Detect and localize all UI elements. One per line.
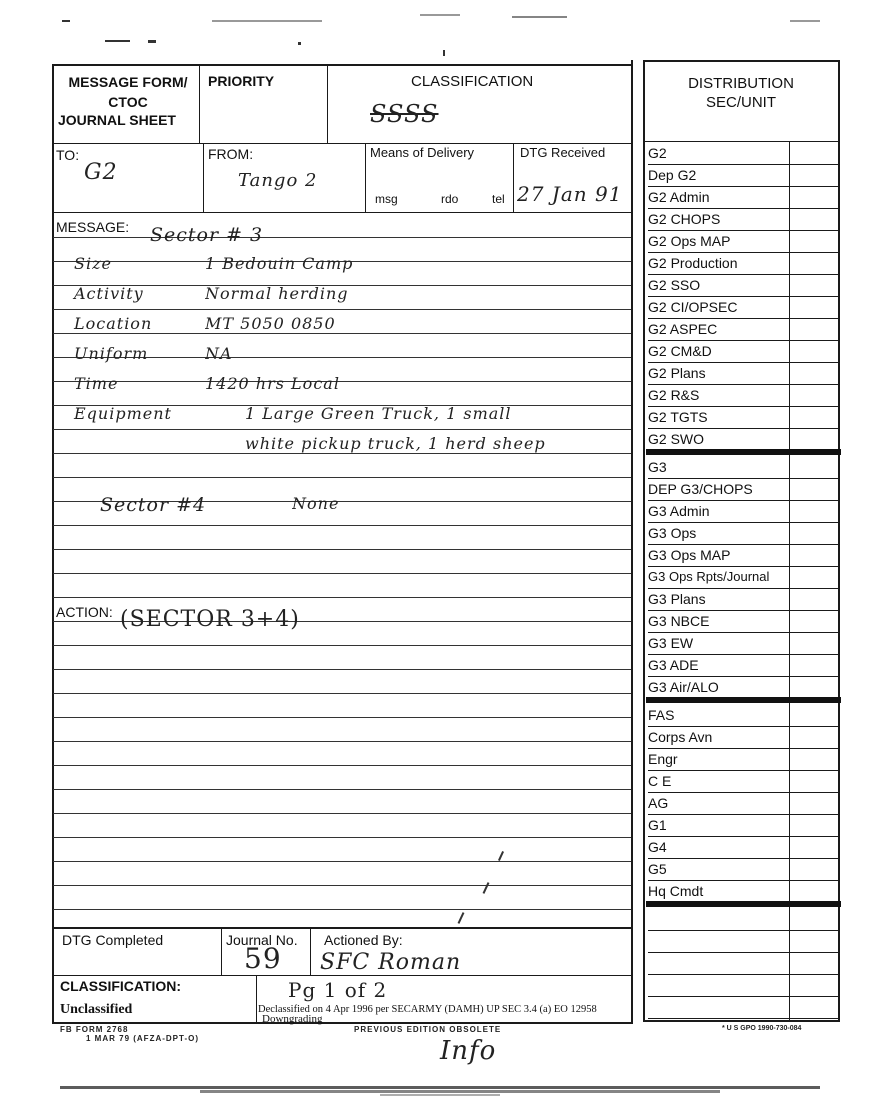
header-divider	[199, 64, 200, 144]
ruled-line	[53, 765, 631, 766]
action-label: ACTION:	[56, 604, 113, 620]
distribution-row-label: Corps Avn	[648, 729, 713, 745]
message-field-key: Sector #4	[100, 494, 207, 516]
distribution-row-label: Hq Cmdt	[648, 883, 704, 899]
distribution-row-label: G2 Plans	[648, 365, 706, 381]
page-count: Pg 1 of 2	[288, 978, 388, 1002]
journal-no-value: 59	[244, 942, 282, 975]
dist-border-top	[643, 60, 839, 62]
stray-mark	[483, 882, 490, 894]
means-option-msg: msg	[375, 192, 398, 206]
form-title-line: MESSAGE FORM/	[68, 74, 188, 90]
scan-mark	[298, 42, 301, 45]
dist-border-right	[838, 60, 840, 1022]
ruled-line	[53, 693, 631, 694]
distribution-row[interactable]	[648, 792, 838, 815]
message-field-key: Time	[74, 374, 119, 393]
distribution-row-label: G3 Ops Rpts/Journal	[648, 569, 770, 584]
ruled-line	[53, 429, 631, 430]
ruled-line	[53, 237, 631, 238]
distribution-row-label: G2 Production	[648, 255, 738, 271]
ruled-line	[53, 453, 631, 454]
distribution-row-label: G2 SSO	[648, 277, 701, 293]
distribution-row[interactable]	[648, 208, 838, 231]
dist-border-left	[643, 60, 645, 1022]
ruled-line	[53, 333, 631, 334]
dtg-received-label: DTG Received	[520, 145, 606, 160]
message-label: MESSAGE:	[56, 219, 130, 235]
actioned-by-label: Actioned By:	[324, 932, 403, 948]
ruled-line	[53, 813, 631, 814]
footer-divider	[52, 927, 632, 929]
ruled-line	[53, 861, 631, 862]
distribution-row[interactable]	[648, 814, 838, 837]
distribution-row-label: G2 TGTS	[648, 409, 708, 425]
message-field-key: Activity	[74, 284, 144, 303]
ruled-line	[53, 645, 631, 646]
distribution-row-label: G5	[648, 861, 667, 877]
distribution-row-label: G3 ADE	[648, 657, 699, 673]
ruled-line	[53, 669, 631, 670]
scan-mark	[790, 20, 820, 22]
distribution-row[interactable]	[648, 654, 838, 677]
row-divider	[52, 212, 632, 213]
classification-label: CLASSIFICATION	[411, 73, 534, 90]
distribution-row-label: G2 ASPEC	[648, 321, 718, 337]
distribution-row-label: G2 SWO	[648, 431, 705, 447]
distribution-row-label: G2	[648, 145, 667, 161]
journal-no-label: Journal No.	[226, 932, 298, 948]
to-value: G2	[84, 160, 118, 185]
ruled-line	[53, 789, 631, 790]
previous-edition: PREVIOUS EDITION OBSOLETE	[354, 1025, 502, 1034]
distribution-row[interactable]	[648, 858, 838, 881]
distribution-row-label: G3 Ops	[648, 525, 697, 541]
means-of-delivery-label: Means of Delivery	[370, 145, 475, 160]
distribution-label	[646, 74, 836, 112]
distribution-row[interactable]	[648, 880, 838, 903]
form-title-line: JOURNAL SHEET	[58, 112, 176, 128]
distribution-row[interactable]	[648, 428, 838, 451]
scan-mark	[512, 16, 567, 18]
distribution-row[interactable]	[648, 164, 838, 187]
distribution-group-divider	[646, 697, 841, 703]
footer-divider	[221, 928, 222, 976]
ruled-line	[53, 477, 631, 478]
footer-divider	[52, 975, 632, 976]
scan-smear	[200, 1090, 720, 1093]
distribution-row[interactable]	[648, 362, 838, 385]
classification-footer-value: Unclassified	[60, 1002, 133, 1017]
message-field-value: 1 Large Green Truck, 1 small	[245, 404, 512, 423]
distribution-row-blank[interactable]	[648, 952, 838, 975]
distribution-row-label: G3	[648, 459, 667, 475]
ruled-line	[53, 525, 631, 526]
footer-divider	[256, 976, 257, 1023]
distribution-label-line: SEC/UNIT	[705, 94, 776, 111]
action-value: (SECTOR 3+4)	[120, 607, 300, 632]
form-title	[60, 72, 196, 112]
downgrading-label: Downgrading	[262, 1013, 323, 1025]
distribution-row[interactable]	[648, 296, 838, 319]
message-heading: Sector # 3	[150, 224, 264, 246]
form-date: 1 MAR 79 (AFZA-DPT-O)	[86, 1034, 199, 1043]
ruled-line	[53, 717, 631, 718]
scan-mark	[443, 50, 445, 56]
distribution-row-label: Engr	[648, 751, 678, 767]
footer-divider	[310, 928, 311, 976]
distribution-row[interactable]	[648, 610, 838, 633]
scan-mark	[420, 14, 460, 16]
distribution-row[interactable]	[648, 478, 838, 501]
info-note: Info	[440, 1036, 497, 1066]
distribution-row[interactable]	[648, 522, 838, 545]
distribution-row-label: C E	[648, 773, 672, 789]
form-number: FB FORM 2768	[60, 1025, 129, 1034]
distribution-row[interactable]	[648, 588, 838, 611]
message-field-value: white pickup truck, 1 herd sheep	[245, 434, 546, 453]
distribution-row[interactable]	[648, 406, 838, 429]
ruled-line	[53, 381, 631, 382]
distribution-row[interactable]	[648, 456, 838, 479]
distribution-row-label: FAS	[648, 707, 675, 723]
form-border-left	[52, 64, 54, 1024]
declassified-note: Declassified on 4 Apr 1996 per SECARMY (DAMH) UP SEC 3.4 (a) EO 12958	[258, 1004, 597, 1015]
stray-mark	[458, 912, 465, 924]
distribution-row-label: G2 Ops MAP	[648, 233, 731, 249]
distribution-row-label: G2 CI/OPSEC	[648, 299, 738, 315]
scan-mark	[148, 40, 156, 43]
header-divider	[327, 64, 328, 144]
distribution-row[interactable]	[648, 726, 838, 749]
scan-smear	[380, 1094, 500, 1096]
dtg-completed-label: DTG Completed	[62, 932, 164, 948]
distribution-row[interactable]	[648, 274, 838, 297]
distribution-row-label: G2 Admin	[648, 189, 710, 205]
distribution-row[interactable]	[648, 500, 838, 523]
distribution-row-label: G4	[648, 839, 667, 855]
form-border-bottom	[52, 1022, 633, 1024]
to-label: TO:	[56, 147, 80, 163]
means-option-rdo: rdo	[441, 192, 459, 206]
distribution-row[interactable]	[648, 318, 838, 341]
dist-border-bottom	[643, 1020, 840, 1022]
distribution-row-label: G2 CM&D	[648, 343, 712, 359]
row-divider	[203, 143, 204, 213]
distribution-row[interactable]	[648, 704, 838, 727]
message-field-value: None	[292, 494, 340, 513]
form-title-line: CTOC	[108, 94, 148, 110]
classification-footer-label: CLASSIFICATION:	[60, 978, 182, 994]
row-divider	[365, 143, 366, 213]
distribution-row[interactable]	[648, 252, 838, 275]
distribution-row-label: G2 CHOPS	[648, 211, 721, 227]
distribution-row[interactable]	[648, 566, 838, 589]
distribution-label-line: DISTRIBUTION	[688, 75, 794, 92]
distribution-row[interactable]	[648, 340, 838, 363]
form-border-right	[631, 60, 633, 1024]
priority-label: PRIORITY	[208, 73, 275, 89]
distribution-row-label: G3 Ops MAP	[648, 547, 731, 563]
stray-mark	[498, 851, 504, 861]
distribution-row-blank[interactable]	[648, 996, 838, 1019]
message-field-value: NA	[205, 344, 233, 363]
scan-mark	[105, 40, 130, 42]
distribution-row[interactable]	[648, 676, 838, 699]
message-field-value: 1420 hrs Local	[205, 374, 340, 393]
message-field-key: Uniform	[74, 344, 149, 363]
distribution-row-label: Dep G2	[648, 167, 697, 183]
distribution-row[interactable]	[648, 142, 838, 165]
distribution-row-label: G1	[648, 817, 667, 833]
ruled-line	[53, 837, 631, 838]
message-field-key: Equipment	[74, 404, 172, 423]
message-field-value: Normal herding	[205, 284, 349, 303]
means-option-tel: tel	[492, 192, 505, 206]
ruled-line	[53, 741, 631, 742]
classification-value: SSSS	[370, 100, 439, 128]
ruled-line	[53, 597, 631, 598]
header-divider	[52, 143, 632, 144]
dtg-received-value: 27 Jan 91	[517, 182, 623, 206]
from-value: Tango 2	[238, 170, 318, 191]
distribution-row[interactable]	[648, 770, 838, 793]
actioned-by-value: SFC Roman	[320, 950, 462, 975]
distribution-row[interactable]	[648, 836, 838, 859]
distribution-row-label: G3 EW	[648, 635, 694, 651]
ruled-line	[53, 573, 631, 574]
distribution-group-divider	[646, 449, 841, 455]
distribution-row-label: G3 Admin	[648, 503, 710, 519]
row-divider	[513, 143, 514, 213]
distribution-row[interactable]	[648, 748, 838, 771]
from-label: FROM:	[208, 146, 254, 162]
distribution-row-label: G3 Air/ALO	[648, 679, 719, 695]
scan-mark	[212, 20, 322, 22]
message-field-key: Location	[74, 314, 153, 333]
distribution-group-divider	[646, 901, 841, 907]
distribution-row[interactable]	[648, 186, 838, 209]
distribution-row-label: G3 Plans	[648, 591, 706, 607]
distribution-row[interactable]	[648, 230, 838, 253]
distribution-row-blank[interactable]	[648, 974, 838, 997]
distribution-row-label: AG	[648, 795, 669, 811]
gpo-number: * U S GPO 1990-730-084	[722, 1025, 802, 1032]
distribution-row-label: DEP G3/CHOPS	[648, 481, 753, 497]
distribution-row-label: G3 NBCE	[648, 613, 710, 629]
form-border-top	[52, 64, 632, 66]
distribution-row-label: G2 R&S	[648, 387, 700, 403]
message-field-value: MT 5050 0850	[205, 314, 336, 333]
ruled-line	[53, 909, 631, 910]
ruled-line	[53, 309, 631, 310]
scan-smear	[60, 1086, 820, 1089]
ruled-line	[53, 549, 631, 550]
message-field-value: 1 Bedouin Camp	[205, 254, 354, 273]
distribution-row[interactable]	[648, 544, 838, 567]
distribution-row-blank[interactable]	[648, 908, 838, 931]
message-field-key: Size	[74, 254, 112, 273]
distribution-row[interactable]	[648, 384, 838, 407]
distribution-row[interactable]	[648, 632, 838, 655]
ruled-line	[53, 885, 631, 886]
scan-mark	[62, 20, 70, 22]
distribution-row-blank[interactable]	[648, 930, 838, 953]
